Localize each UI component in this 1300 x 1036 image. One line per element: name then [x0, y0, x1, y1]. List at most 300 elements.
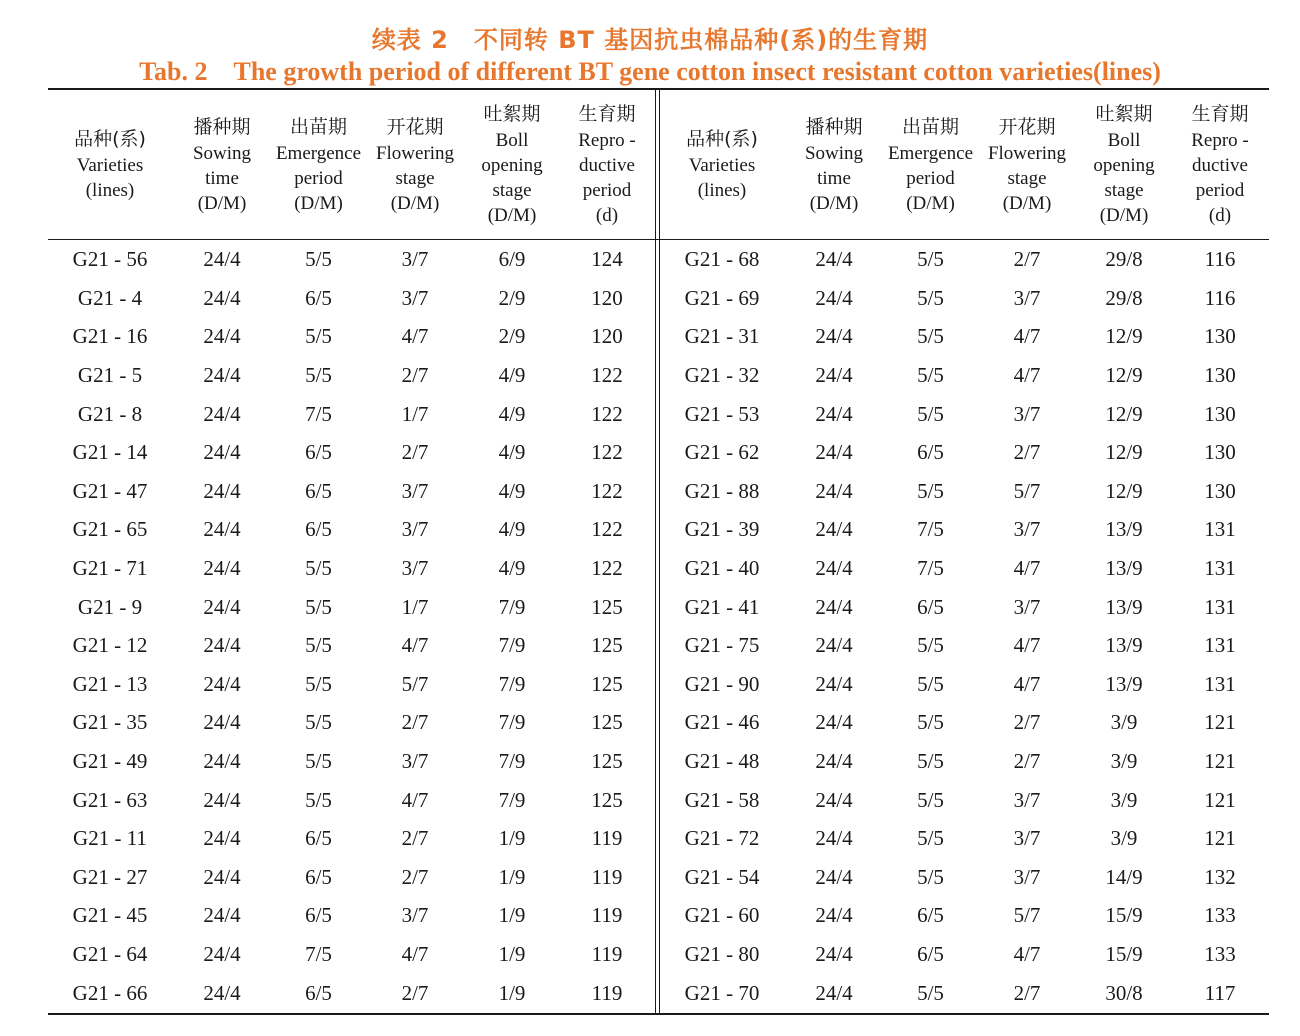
- cell-variety: G21 - 48: [684, 749, 760, 774]
- column-header-en-line: stage: [395, 167, 435, 189]
- cell-reproductive-period: 121: [1204, 787, 1236, 812]
- table-body: [48, 240, 655, 1012]
- table-row: [660, 935, 1269, 974]
- table-row: [660, 240, 1269, 279]
- cell-sowing-time: 24/4: [815, 247, 853, 272]
- table-row: [660, 472, 1269, 511]
- cell-variety: G21 - 64: [72, 941, 148, 966]
- table-row: [48, 510, 655, 549]
- cell-emergence-period: 5/5: [917, 671, 944, 696]
- column-header-en-line: (D/M): [294, 192, 343, 214]
- cell-variety: G21 - 12: [72, 633, 148, 658]
- table-row: [660, 587, 1269, 626]
- column-header-en-line: (lines): [697, 180, 747, 201]
- cell-flowering-stage: 3/7: [1013, 285, 1041, 310]
- column-header-en-line: Boll: [1107, 130, 1141, 151]
- cell-flowering-stage: 2/7: [1013, 710, 1041, 735]
- table-row: [660, 973, 1269, 1012]
- cell-emergence-period: 7/5: [305, 941, 332, 966]
- cell-flowering-stage: 2/7: [401, 363, 429, 388]
- cell-sowing-time: 24/4: [203, 594, 241, 619]
- cell-flowering-stage: 3/7: [401, 749, 429, 774]
- cell-sowing-time: 24/4: [815, 864, 853, 889]
- cell-emergence-period: 5/5: [917, 749, 944, 774]
- column-header-reproductive-period: [559, 90, 655, 239]
- column-header-en-line: Emergence: [275, 142, 362, 164]
- cell-reproductive-period: 125: [591, 710, 623, 735]
- cell-emergence-period: 6/5: [917, 903, 944, 928]
- cell-emergence-period: 5/5: [917, 633, 944, 658]
- cell-variety: G21 - 60: [684, 903, 760, 928]
- cell-reproductive-period: 131: [1204, 633, 1236, 658]
- cell-flowering-stage: 1/7: [401, 594, 429, 619]
- cell-boll-opening-stage: 1/9: [498, 864, 526, 889]
- cell-variety: G21 - 32: [684, 363, 760, 388]
- column-header-en-line: period: [582, 180, 632, 201]
- cell-flowering-stage: 5/7: [1013, 478, 1041, 503]
- cell-flowering-stage: 3/7: [1013, 826, 1041, 851]
- cell-sowing-time: 24/4: [203, 826, 241, 851]
- cell-sowing-time: 24/4: [203, 633, 241, 658]
- table-row: [660, 665, 1269, 704]
- cell-variety: G21 - 4: [77, 285, 143, 310]
- cell-boll-opening-stage: 7/9: [498, 594, 526, 619]
- table-header-row: [660, 90, 1269, 239]
- cell-reproductive-period: 119: [591, 864, 623, 889]
- cell-boll-opening-stage: 7/9: [498, 710, 526, 735]
- table-row: [660, 394, 1269, 433]
- column-header-zh: 播种期: [805, 115, 863, 138]
- table-row: [660, 896, 1269, 935]
- cell-emergence-period: 5/5: [917, 247, 944, 272]
- column-header-en-line: ductive: [579, 155, 635, 176]
- cell-emergence-period: 7/5: [305, 401, 332, 426]
- column-header-en-line: (D/M): [487, 205, 537, 226]
- column-header-sowing-time: [172, 90, 272, 239]
- column-header-en-line: (d): [1208, 205, 1232, 226]
- column-header-en-line: stage: [1007, 167, 1047, 189]
- cell-variety: G21 - 49: [72, 749, 148, 774]
- cell-variety: G21 - 72: [684, 826, 760, 851]
- column-header-en-line: Varieties: [76, 155, 144, 176]
- column-header-zh: 品种(系): [686, 128, 758, 150]
- cell-emergence-period: 6/5: [917, 440, 944, 465]
- cell-reproductive-period: 124: [591, 247, 623, 272]
- cell-flowering-stage: 3/7: [401, 247, 429, 272]
- column-header-en-line: (d): [595, 205, 619, 226]
- cell-reproductive-period: 125: [591, 633, 623, 658]
- cell-variety: G21 - 80: [684, 941, 760, 966]
- cell-flowering-stage: 4/7: [401, 633, 429, 658]
- cell-variety: G21 - 88: [684, 478, 760, 503]
- table-row: [48, 858, 655, 897]
- cell-variety: G21 - 65: [72, 517, 148, 542]
- table-row: [48, 935, 655, 974]
- cell-sowing-time: 24/4: [815, 710, 853, 735]
- column-header-emergence-period: [272, 90, 365, 239]
- cell-variety: G21 - 13: [72, 671, 148, 696]
- cell-emergence-period: 5/5: [305, 556, 332, 581]
- cell-reproductive-period: 132: [1204, 864, 1236, 889]
- cell-reproductive-period: 125: [591, 671, 623, 696]
- cell-flowering-stage: 2/7: [401, 864, 429, 889]
- cell-reproductive-period: 121: [1204, 710, 1236, 735]
- cell-variety: G21 - 45: [72, 903, 148, 928]
- table-right-half: [660, 90, 1269, 1013]
- cell-reproductive-period: 130: [1204, 440, 1236, 465]
- table-row: [660, 819, 1269, 858]
- cell-sowing-time: 24/4: [815, 440, 853, 465]
- cell-reproductive-period: 133: [1204, 903, 1236, 928]
- table-left-half: [48, 90, 655, 1013]
- column-header-zh: 生育期: [1191, 103, 1249, 125]
- cell-variety: G21 - 46: [684, 710, 760, 735]
- cell-variety: G21 - 39: [684, 517, 760, 542]
- cell-boll-opening-stage: 1/9: [498, 980, 526, 1005]
- cell-reproductive-period: 122: [591, 556, 623, 581]
- cell-sowing-time: 24/4: [203, 247, 241, 272]
- cell-boll-opening-stage: 7/9: [498, 671, 526, 696]
- cell-variety: G21 - 66: [72, 980, 148, 1005]
- cell-emergence-period: 5/5: [917, 864, 944, 889]
- cell-reproductive-period: 119: [591, 903, 623, 928]
- cell-emergence-period: 5/5: [917, 285, 944, 310]
- cell-sowing-time: 24/4: [815, 363, 853, 388]
- cell-emergence-period: 6/5: [305, 478, 332, 503]
- table-row: [48, 587, 655, 626]
- column-header-zh: 生育期: [578, 103, 636, 125]
- cell-boll-opening-stage: 3/9: [1110, 787, 1138, 812]
- cell-emergence-period: 6/5: [305, 980, 332, 1005]
- table-row: [48, 665, 655, 704]
- cell-reproductive-period: 117: [1204, 980, 1236, 1005]
- cell-variety: G21 - 40: [684, 556, 760, 581]
- cell-variety: G21 - 31: [684, 324, 760, 349]
- cell-emergence-period: 5/5: [917, 324, 944, 349]
- cell-sowing-time: 24/4: [203, 556, 241, 581]
- column-header-en-line: time: [817, 167, 851, 189]
- cell-emergence-period: 5/5: [305, 787, 332, 812]
- cell-flowering-stage: 4/7: [1013, 556, 1041, 581]
- cell-variety: G21 - 69: [684, 285, 760, 310]
- cell-flowering-stage: 3/7: [1013, 864, 1041, 889]
- column-header-en-line: Sowing: [192, 142, 252, 164]
- column-header-en-line: time: [205, 167, 239, 189]
- cell-flowering-stage: 3/7: [401, 285, 429, 310]
- cell-boll-opening-stage: 6/9: [498, 247, 526, 272]
- cell-sowing-time: 24/4: [815, 903, 853, 928]
- cell-sowing-time: 24/4: [815, 517, 853, 542]
- column-header-en-line: ductive: [1192, 155, 1248, 176]
- cell-boll-opening-stage: 7/9: [498, 787, 526, 812]
- column-header-variety: [48, 90, 172, 239]
- column-header-en-line: Flowering: [375, 142, 455, 164]
- cell-sowing-time: 24/4: [203, 903, 241, 928]
- cell-sowing-time: 24/4: [815, 401, 853, 426]
- cell-flowering-stage: 4/7: [1013, 671, 1041, 696]
- cell-flowering-stage: 3/7: [1013, 594, 1041, 619]
- table-row: [48, 356, 655, 395]
- column-header-zh: 吐絮期: [1095, 103, 1153, 125]
- table-row: [660, 433, 1269, 472]
- column-header-zh: 品种(系): [74, 128, 146, 150]
- cell-variety: G21 - 70: [684, 980, 760, 1005]
- column-header-en-line: (D/M): [809, 192, 859, 214]
- cell-flowering-stage: 3/7: [401, 517, 429, 542]
- cell-reproductive-period: 131: [1204, 594, 1236, 619]
- cell-emergence-period: 5/5: [305, 710, 332, 735]
- cell-sowing-time: 24/4: [203, 710, 241, 735]
- cell-sowing-time: 24/4: [203, 787, 241, 812]
- cell-boll-opening-stage: 12/9: [1105, 401, 1143, 426]
- cell-emergence-period: 5/5: [917, 980, 944, 1005]
- table-row: [660, 279, 1269, 318]
- column-header-en-line: opening: [481, 155, 543, 176]
- cell-sowing-time: 24/4: [815, 749, 853, 774]
- column-header-en-line: (D/M): [906, 192, 955, 214]
- cell-reproductive-period: 133: [1204, 941, 1236, 966]
- cell-variety: G21 - 5: [77, 363, 143, 388]
- cell-flowering-stage: 4/7: [401, 787, 429, 812]
- cell-reproductive-period: 131: [1204, 556, 1236, 581]
- cell-variety: G21 - 47: [72, 478, 148, 503]
- bottom-rule: [48, 1013, 1269, 1015]
- cell-flowering-stage: 5/7: [1013, 903, 1041, 928]
- cell-variety: G21 - 62: [684, 440, 760, 465]
- table-row: [48, 780, 655, 819]
- cell-boll-opening-stage: 13/9: [1105, 517, 1143, 542]
- cell-emergence-period: 5/5: [305, 671, 332, 696]
- cell-boll-opening-stage: 3/9: [1110, 749, 1138, 774]
- cell-boll-opening-stage: 4/9: [498, 478, 526, 503]
- cell-reproductive-period: 121: [1204, 826, 1236, 851]
- cell-reproductive-period: 130: [1204, 324, 1236, 349]
- cell-flowering-stage: 4/7: [401, 324, 429, 349]
- cell-variety: G21 - 35: [72, 710, 148, 735]
- column-header-en-line: Boll: [495, 130, 529, 151]
- cell-emergence-period: 5/5: [305, 749, 332, 774]
- column-header-reproductive-period: [1171, 90, 1269, 239]
- table-row: [660, 858, 1269, 897]
- cell-emergence-period: 5/5: [305, 633, 332, 658]
- cell-sowing-time: 24/4: [815, 285, 853, 310]
- cell-boll-opening-stage: 3/9: [1110, 710, 1138, 735]
- table-row: [48, 279, 655, 318]
- cell-flowering-stage: 2/7: [1013, 247, 1041, 272]
- table-row: [660, 703, 1269, 742]
- table-row: [660, 742, 1269, 781]
- cell-reproductive-period: 119: [591, 980, 623, 1005]
- cell-flowering-stage: 4/7: [1013, 363, 1041, 388]
- cell-boll-opening-stage: 4/9: [498, 440, 526, 465]
- table-row: [660, 780, 1269, 819]
- cell-boll-opening-stage: 29/8: [1105, 285, 1143, 310]
- table-row: [660, 510, 1269, 549]
- cell-variety: G21 - 75: [684, 633, 760, 658]
- cell-emergence-period: 6/5: [305, 285, 332, 310]
- column-header-en-line: (lines): [85, 180, 135, 201]
- cell-sowing-time: 24/4: [815, 478, 853, 503]
- cell-emergence-period: 5/5: [305, 247, 332, 272]
- cell-sowing-time: 24/4: [203, 941, 241, 966]
- cell-boll-opening-stage: 13/9: [1105, 594, 1143, 619]
- cell-boll-opening-stage: 1/9: [498, 826, 526, 851]
- cell-reproductive-period: 122: [591, 363, 623, 388]
- cell-flowering-stage: 4/7: [1013, 324, 1041, 349]
- cell-emergence-period: 5/5: [305, 594, 332, 619]
- cell-variety: G21 - 56: [72, 247, 148, 272]
- cell-reproductive-period: 122: [591, 478, 623, 503]
- cell-sowing-time: 24/4: [203, 440, 241, 465]
- cell-sowing-time: 24/4: [815, 633, 853, 658]
- table-row: [48, 896, 655, 935]
- table-row: [48, 703, 655, 742]
- cell-flowering-stage: 2/7: [401, 980, 429, 1005]
- cell-reproductive-period: 116: [1204, 247, 1236, 272]
- column-header-flowering-stage: [977, 90, 1077, 239]
- column-header-en-line: period: [906, 167, 955, 189]
- cell-emergence-period: 5/5: [917, 363, 944, 388]
- cell-sowing-time: 24/4: [203, 363, 241, 388]
- column-header-en-line: Varieties: [688, 155, 756, 176]
- table-row: [660, 317, 1269, 356]
- column-header-en-line: stage: [492, 180, 532, 201]
- column-header-boll-opening-stage: [465, 90, 559, 239]
- cell-variety: G21 - 14: [72, 440, 148, 465]
- cell-sowing-time: 24/4: [815, 556, 853, 581]
- cell-reproductive-period: 125: [591, 787, 623, 812]
- cell-variety: G21 - 68: [684, 247, 760, 272]
- cell-boll-opening-stage: 15/9: [1105, 903, 1143, 928]
- cell-emergence-period: 5/5: [305, 324, 332, 349]
- column-header-zh: 播种期: [193, 115, 251, 138]
- cell-emergence-period: 7/5: [917, 556, 944, 581]
- cell-flowering-stage: 3/7: [401, 903, 429, 928]
- cell-reproductive-period: 122: [591, 440, 623, 465]
- table-body: [660, 240, 1269, 1012]
- column-header-boll-opening-stage: [1077, 90, 1171, 239]
- cell-boll-opening-stage: 12/9: [1105, 440, 1143, 465]
- cell-reproductive-period: 121: [1204, 749, 1236, 774]
- cell-boll-opening-stage: 7/9: [498, 749, 526, 774]
- cell-variety: G21 - 54: [684, 864, 760, 889]
- cell-sowing-time: 24/4: [203, 324, 241, 349]
- cell-emergence-period: 6/5: [305, 903, 332, 928]
- cell-reproductive-period: 122: [591, 401, 623, 426]
- table-row: [48, 626, 655, 665]
- column-header-en-line: Sowing: [804, 142, 864, 164]
- cell-sowing-time: 24/4: [815, 826, 853, 851]
- cell-variety: G21 - 90: [684, 671, 760, 696]
- table-row: [48, 973, 655, 1012]
- table-caption-chinese: 续表 2 不同转 BT 基因抗虫棉品种(系)的生育期: [371, 26, 929, 54]
- cell-reproductive-period: 116: [1204, 285, 1236, 310]
- cell-flowering-stage: 2/7: [1013, 980, 1041, 1005]
- cell-sowing-time: 24/4: [815, 941, 853, 966]
- cell-boll-opening-stage: 30/8: [1105, 980, 1143, 1005]
- cell-boll-opening-stage: 4/9: [498, 363, 526, 388]
- cell-flowering-stage: 1/7: [401, 401, 429, 426]
- cell-variety: G21 - 11: [73, 826, 147, 851]
- cell-sowing-time: 24/4: [203, 980, 241, 1005]
- cell-sowing-time: 24/4: [203, 478, 241, 503]
- column-header-en-line: opening: [1093, 155, 1155, 176]
- cell-sowing-time: 24/4: [203, 285, 241, 310]
- table-row: [48, 742, 655, 781]
- cell-flowering-stage: 2/7: [1013, 440, 1041, 465]
- cell-boll-opening-stage: 14/9: [1105, 864, 1143, 889]
- table-row: [48, 433, 655, 472]
- cell-flowering-stage: 5/7: [401, 671, 429, 696]
- cell-sowing-time: 24/4: [815, 980, 853, 1005]
- table-row: [48, 317, 655, 356]
- cell-emergence-period: 6/5: [917, 594, 944, 619]
- column-header-en-line: Repro -: [578, 130, 636, 151]
- cell-reproductive-period: 120: [591, 285, 623, 310]
- cell-boll-opening-stage: 7/9: [498, 633, 526, 658]
- column-header-en-line: (D/M): [390, 192, 440, 214]
- column-header-emergence-period: [884, 90, 977, 239]
- cell-reproductive-period: 125: [591, 749, 623, 774]
- cell-emergence-period: 5/5: [917, 787, 944, 812]
- cell-emergence-period: 5/5: [917, 826, 944, 851]
- cell-flowering-stage: 2/7: [401, 826, 429, 851]
- column-header-flowering-stage: [365, 90, 465, 239]
- table-caption-english: Tab. 2 The growth period of different BT gene cotton insect resistant cotton varieties(lines): [139, 57, 1161, 86]
- cell-variety: G21 - 63: [72, 787, 148, 812]
- cell-reproductive-period: 120: [591, 324, 623, 349]
- cell-sowing-time: 24/4: [203, 749, 241, 774]
- cell-boll-opening-stage: 13/9: [1105, 633, 1143, 658]
- cell-sowing-time: 24/4: [815, 324, 853, 349]
- cell-reproductive-period: 122: [591, 517, 623, 542]
- cell-boll-opening-stage: 4/9: [498, 517, 526, 542]
- cell-sowing-time: 24/4: [203, 671, 241, 696]
- cell-boll-opening-stage: 4/9: [498, 401, 526, 426]
- cell-flowering-stage: 4/7: [401, 941, 429, 966]
- cell-variety: G21 - 71: [72, 556, 148, 581]
- cell-variety: G21 - 41: [684, 594, 760, 619]
- column-header-zh: 开花期: [998, 115, 1056, 138]
- column-header-en-line: period: [294, 167, 343, 189]
- column-header-en-line: (D/M): [1002, 192, 1052, 214]
- cell-boll-opening-stage: 2/9: [498, 285, 526, 310]
- cell-boll-opening-stage: 15/9: [1105, 941, 1143, 966]
- column-header-en-line: period: [1195, 180, 1245, 201]
- column-header-en-line: Repro -: [1191, 130, 1249, 151]
- cell-flowering-stage: 4/7: [1013, 633, 1041, 658]
- table-row: [48, 240, 655, 279]
- cell-boll-opening-stage: 1/9: [498, 941, 526, 966]
- cell-reproductive-period: 130: [1204, 401, 1236, 426]
- cell-flowering-stage: 3/7: [401, 478, 429, 503]
- cell-emergence-period: 5/5: [305, 363, 332, 388]
- cell-emergence-period: 5/5: [917, 478, 944, 503]
- cell-flowering-stage: 3/7: [1013, 787, 1041, 812]
- cell-reproductive-period: 130: [1204, 478, 1236, 503]
- cell-sowing-time: 24/4: [815, 787, 853, 812]
- cell-reproductive-period: 131: [1204, 671, 1236, 696]
- cell-sowing-time: 24/4: [203, 517, 241, 542]
- cell-variety: G21 - 9: [77, 594, 143, 619]
- cell-sowing-time: 24/4: [203, 864, 241, 889]
- table-row: [48, 394, 655, 433]
- cell-sowing-time: 24/4: [203, 401, 241, 426]
- column-header-en-line: Emergence: [887, 142, 974, 164]
- cell-emergence-period: 7/5: [917, 517, 944, 542]
- column-header-zh: 吐絮期: [483, 103, 541, 125]
- table-row: [48, 549, 655, 588]
